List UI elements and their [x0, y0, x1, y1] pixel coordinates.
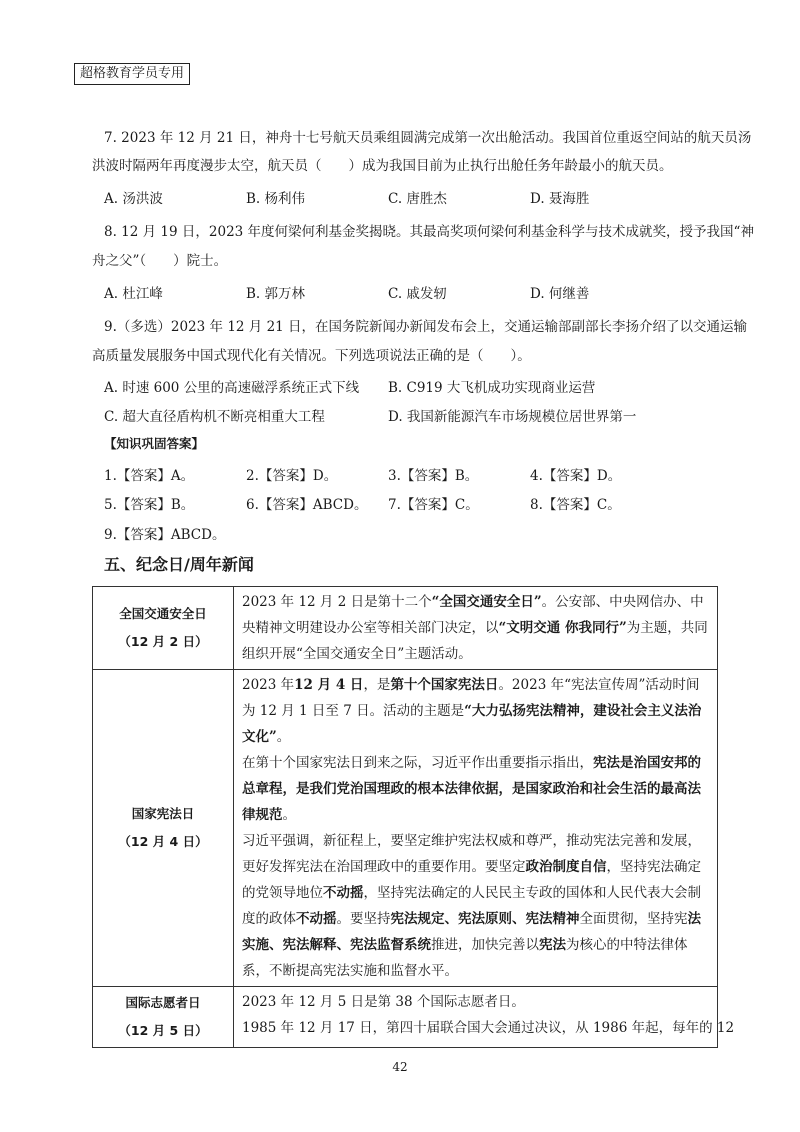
row-label: [93, 670, 234, 987]
answer-3: 3.【答案】B。: [388, 468, 479, 484]
text-run: 2023 年: [242, 677, 295, 693]
paragraph: 2023 年 12 月 5 日是第 38 个国际志愿者日。: [242, 994, 525, 1010]
bold-run: 第十个国家宪法日: [390, 677, 499, 693]
text-run: 为核心的中特法律体系，不断提高宪法实施和监督水平。: [242, 937, 688, 979]
q9-option-b: B. C919 大飞机成功实现商业运营: [388, 380, 596, 396]
text-run: 为主题，共同组织开展“全国交通安全日”主题活动。: [242, 620, 708, 662]
section-title: 五、纪念日/周年新闻: [104, 555, 254, 574]
row-content: [234, 987, 735, 1048]
row-name: 全国交通安全日: [119, 606, 207, 621]
q8-option-b: B. 郭万林: [246, 286, 306, 302]
row-name: 国家宪法日: [131, 806, 195, 821]
row-label: [93, 587, 234, 670]
bold-run: 法实施、宪法解释、宪法监督系统: [242, 911, 701, 953]
text-run: 。: [282, 807, 296, 823]
q7-option-d: D. 聂海胜: [530, 191, 590, 207]
bold-run: “文明交通 你我同行”: [498, 620, 627, 636]
answer-4: 4.【答案】D。: [530, 468, 622, 484]
paragraph: [242, 750, 709, 828]
row-label: [93, 987, 234, 1048]
answer-5: 5.【答案】B。: [104, 497, 195, 513]
bold-run: 政治制度自信: [525, 859, 607, 875]
row-date: （12 月 4 日）: [118, 834, 208, 849]
bold-run: 不动摇: [323, 885, 364, 901]
table-row: [93, 587, 718, 670]
q8-option-c: C. 戚发轫: [388, 286, 447, 302]
bold-run: “大力弘扬宪法精神，建设社会主义法治文化”: [242, 703, 702, 745]
answer-9: 9.【答案】ABCD。: [104, 527, 226, 543]
row-name: 国际志愿者日: [125, 995, 201, 1010]
q9-option-c: C. 超大直径盾构机不断亮相重大工程: [104, 409, 325, 425]
q8-option-a: A. 杜江峰: [104, 286, 163, 302]
q7-option-b: B. 杨利伟: [246, 191, 306, 207]
answers-title: 【知识巩固答案】: [104, 436, 205, 451]
text-run: 。要坚持: [336, 911, 391, 927]
q7-line1: 7. 2023 年 12 月 21 日，神舟十七号航天员乘组圆满完成第一次出舱活动。我国首位重返空间站的航天员汤: [104, 130, 752, 146]
bold-run: “全国交通安全日”: [431, 594, 542, 610]
bold-run: 宪法是治国安邦的总章程，是我们党治国理政的根本法律依据，是国家政治和社会生活的最高法律规范: [242, 755, 701, 823]
q9-line1: 9.（多选）2023 年 12 月 21 日，在国务院新闻办新闻发布会上，交通运输部副部长李扬介绍了以交通运输: [104, 319, 748, 335]
text-run: 2023 年 12 月 2 日是第十二个: [242, 594, 432, 610]
q7-option-c: C. 唐胜杰: [388, 191, 447, 207]
paragraph: 1985 年 12 月 17 日，第四十届联合国大会通过决议，从 1986 年起，每年的 12: [242, 1020, 735, 1036]
bold-run: 不动摇: [296, 911, 337, 927]
answer-8: 8.【答案】C。: [530, 497, 621, 513]
table-row: [93, 670, 718, 987]
text-run: 。公安部、中央网信办、中央精神文明建设办公室等相关部门决定，以: [242, 594, 704, 636]
bold-run: 宪法: [539, 937, 566, 953]
text-run: ，坚持宪法确定的党领导地位: [242, 859, 701, 901]
row-date: （12 月 5 日）: [118, 1023, 208, 1038]
row-content: [234, 587, 718, 670]
text-run: ，是: [363, 677, 391, 693]
bold-run: 宪法规定、宪法原则、宪法精神: [390, 911, 580, 927]
text-run: 。: [276, 729, 291, 745]
answer-6: 6.【答案】ABCD。: [246, 497, 368, 513]
q9-option-a: A. 时速 600 公里的高速磁浮系统正式下线: [104, 380, 360, 396]
anniversary-table: [92, 586, 735, 1048]
table-row: [93, 987, 718, 1048]
text-run: 。2023 年“宪法宣传周”活动时间为 12 月 1 日至 7 日。活动的主题是: [242, 677, 700, 719]
q8-option-d: D. 何继善: [530, 286, 590, 302]
q9-option-d: D. 我国新能源汽车市场规模位居世界第一: [388, 409, 637, 425]
text-run: 在第十个国家宪法日到来之际，习近平作出重要指示指出，: [242, 755, 593, 771]
page-number: 42: [392, 1060, 408, 1074]
paragraph: [242, 828, 709, 984]
row-date: （12 月 2 日）: [118, 634, 208, 649]
text-run: ，坚持宪法确定的人民民主专政的国体和人民代表大会制度的政体: [242, 885, 701, 927]
q7-option-a: A. 汤洪波: [104, 191, 163, 207]
row-content: [234, 670, 718, 987]
answer-1: 1.【答案】A。: [104, 468, 195, 484]
answer-2: 2.【答案】D。: [246, 468, 338, 484]
answer-7: 7.【答案】C。: [388, 497, 479, 513]
text-run: 全面贯彻，坚持宪: [579, 911, 688, 927]
q8-line2: 舟之父”（ ）院士。: [92, 253, 228, 269]
q8-line1: 8. 12 月 19 日，2023 年度何梁何利基金奖揭晓。其最高奖项何梁何利基金科学与技术成就奖，授予我国“神: [104, 224, 754, 240]
text-run: 习近平强调，新征程上，要坚定维护宪法权威和尊严，推动宪法完善和发展，更好发挥宪法在治国理政中的重要作用。要坚定: [242, 833, 701, 875]
text-run: 推进，加快完善以: [431, 937, 539, 953]
paragraph: [242, 672, 709, 750]
header-label: 超格教育学员专用: [74, 63, 190, 85]
q7-line2: 洪波时隔两年再度漫步太空，航天员（ ）成为我国目前为止执行出舱任务年龄最小的航天员。: [92, 158, 673, 174]
q9-line2: 高质量发展服务中国式现代化有关情况。下列选项说法正确的是（ ）。: [92, 348, 531, 364]
bold-run: 12 月 4 日: [294, 677, 364, 693]
